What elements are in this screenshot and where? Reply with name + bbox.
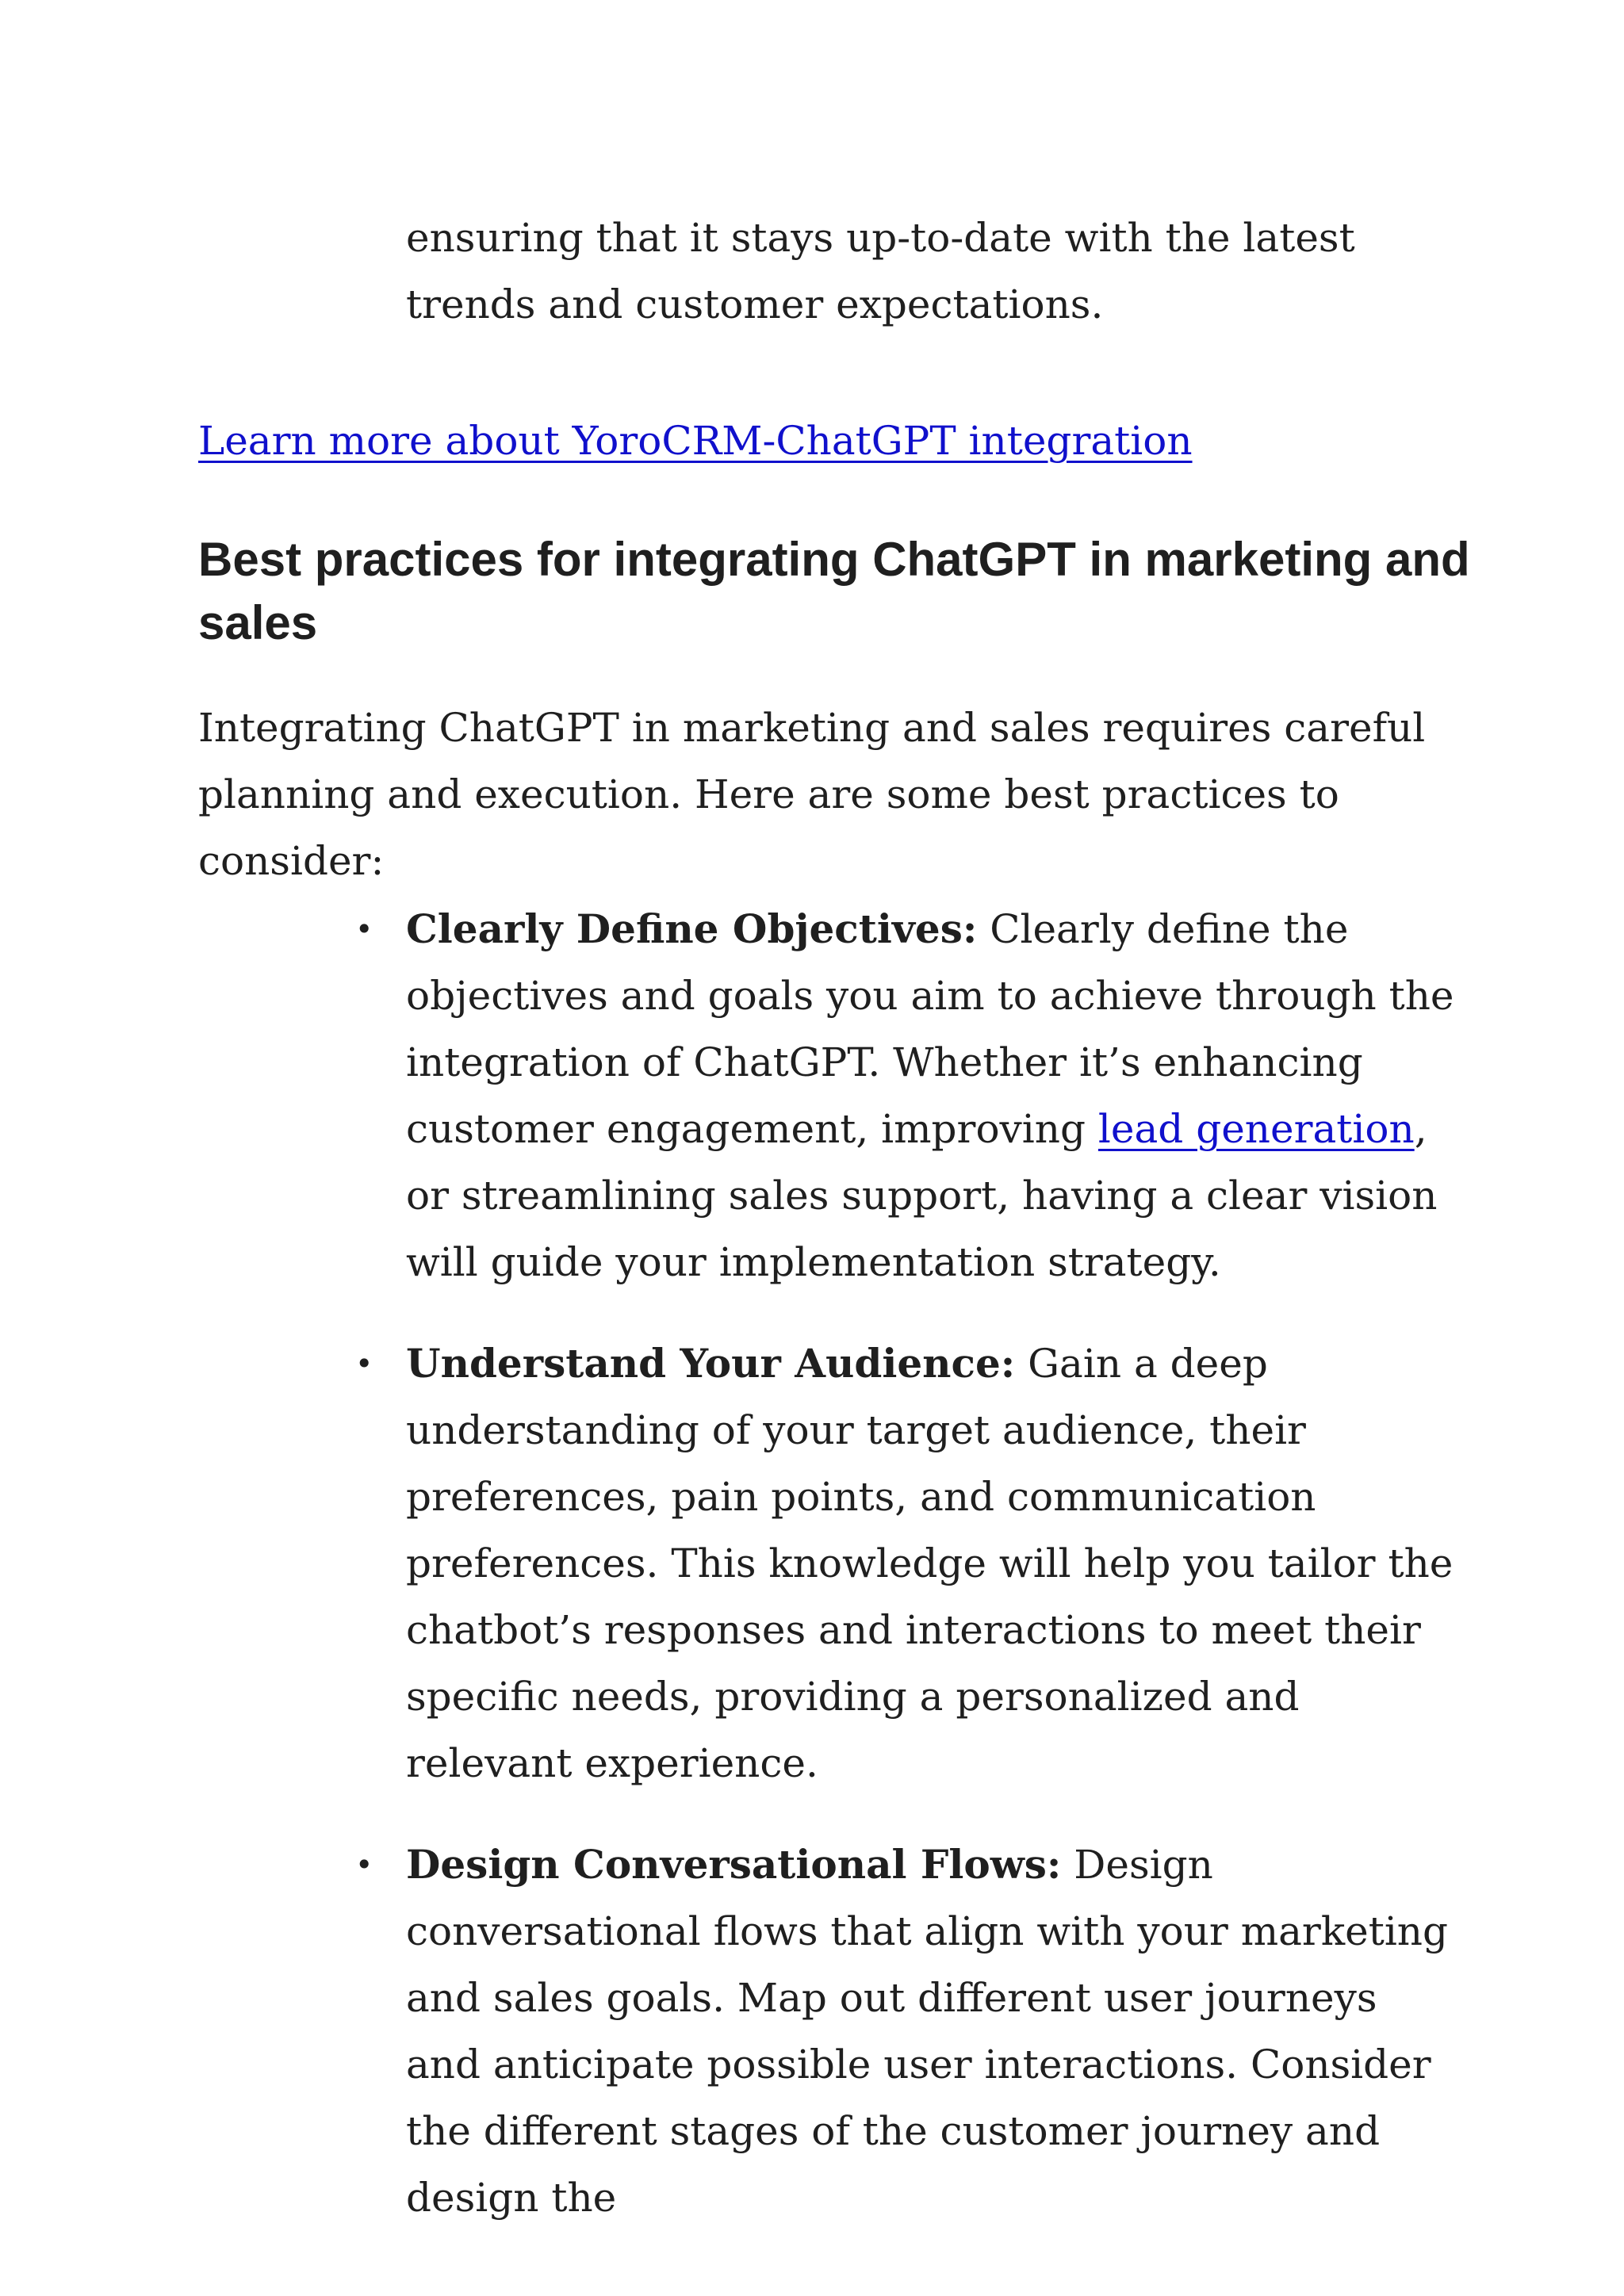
learn-more-link[interactable]: Learn more about YoroCRM-ChatGPT integration <box>198 418 1193 464</box>
continuation-paragraph: ensuring that it stays up-to-date with the latest trends and customer expectations. <box>406 215 1355 327</box>
list-item-understand-your-audience <box>355 1330 1461 1797</box>
practice-text: Clearly define the objectives and goals you aim to achieve through the integration of ChatGPT. Whether it’s enhancing customer engagement, improving <box>406 906 1454 1152</box>
bullet-icon: • <box>355 1346 373 1381</box>
intro-paragraph: Integrating ChatGPT in marketing and sales requires careful planning and execution. Here are some best practices to consider: <box>198 705 1426 884</box>
practice-title: Understand Your Audience: <box>406 1340 1016 1387</box>
list-item-design-conversational-flows <box>355 1831 1461 2231</box>
practice-title: Clearly Define Objectives: <box>406 905 978 952</box>
bullet-icon: • <box>355 1847 373 1882</box>
practice-text: Design conversational flows that align with your marketing and sales goals. Map out different user journeys and anticipate possible user interactions. Consider the different stages of the customer journey and design the <box>406 1842 1449 2221</box>
section-heading: Best practices for integrating ChatGPT in marketing and sales <box>198 533 1470 649</box>
practice-text-continued: , or streamlining sales support, having a clear vision will guide your implementation strategy. <box>406 1106 1438 1285</box>
practice-title: Design Conversational Flows: <box>406 1841 1062 1888</box>
best-practices-list <box>355 896 1461 2266</box>
list-item-clearly-define-objectives <box>355 896 1461 1295</box>
practice-text: Gain a deep understanding of your target audience, their preferences, pain points, and communication preferences. This knowledge will help you tailor the chatbot’s responses and interactions to meet their specific needs, providing a personalized and relevant experience. <box>406 1341 1454 1786</box>
lead-generation-link[interactable]: lead generation <box>1097 1106 1415 1152</box>
bullet-icon: • <box>355 912 373 947</box>
